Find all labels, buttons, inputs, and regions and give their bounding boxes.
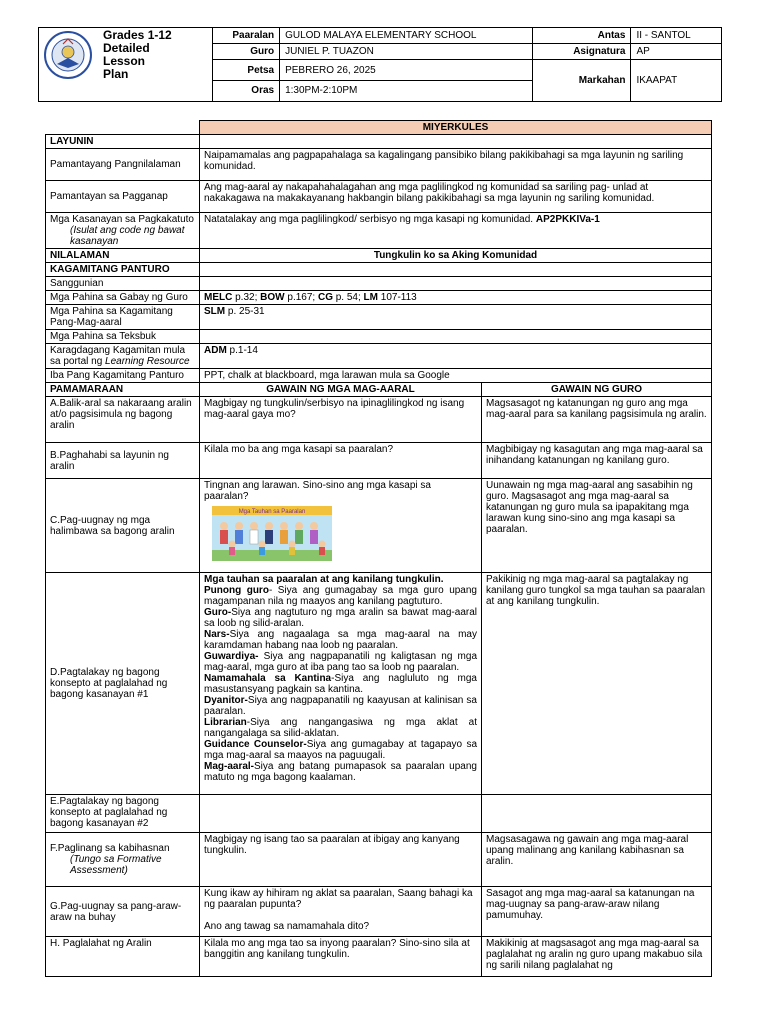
kasanayan-note: (Isulat ang code ng bawat kasanayan <box>70 225 185 247</box>
kasanayan-label: Mga Kasanayan sa Pagkakatuto <box>50 214 194 225</box>
step-g-question-1: Kung ikaw ay hihiram ng aklat sa paaralan, Saang bahagi ka ng paaralan pupunta? <box>204 888 473 910</box>
petsa-value: PEBRERO 26, 2025 <box>280 60 533 81</box>
gabay-value <box>200 291 712 305</box>
gawain-guro-heading: GAWAIN NG GURO <box>482 383 712 397</box>
step-d-label: D.Pagtalakay ng bagong konsepto at paglalahad ng bagong kasanayan #1 <box>46 573 200 795</box>
staff-role-item <box>204 585 477 607</box>
title-line: Grades 1-12 <box>103 28 172 42</box>
step-g-teacher: Sasagot ang mga mag-aaral sa katanungan na mag-uugnay sa pang-araw-araw nilang pamumuhay. <box>482 887 712 937</box>
nilalaman-label: NILALAMAN <box>46 249 200 263</box>
gabay-bow: BOW <box>260 292 285 303</box>
role-name: Dyanitor- <box>204 695 248 706</box>
step-h-student: Kilala mo ang mga tao sa inyong paaralan? Sino-sino sila at banggitin ang kanilang tungkulin. <box>200 937 482 977</box>
gabay-text: p.167; <box>284 292 318 303</box>
staff-role-item <box>204 629 477 651</box>
step-c-student: Tingnan ang larawan. Sino-sino ang mga kasapi sa paaralan? <box>204 480 431 502</box>
gabay-text: 107-113 <box>378 292 417 303</box>
gabay-label: Mga Pahina sa Gabay ng Guro <box>46 291 200 305</box>
step-a-student: Magbigay ng tungkulin/serbisyo na ipinaglilingkod ng isang mag-aaral gaya mo? <box>200 397 482 443</box>
role-description: Siya ang gumagabay at tagapayo sa mga mag-aaral sa maayos na paguugali. <box>204 739 478 761</box>
slm: SLM <box>204 306 226 317</box>
role-name: Nars- <box>204 629 230 640</box>
gabay-text: p.32; <box>232 292 261 303</box>
lesson-plan-table <box>45 120 712 977</box>
pangnilalaman-label: Pamantayang Pangnilalaman <box>46 149 200 181</box>
staff-role-item <box>204 761 477 783</box>
gabay-text: p. 54; <box>332 292 364 303</box>
day-heading: MIYERKULES <box>200 121 712 135</box>
role-name: Guro- <box>204 607 232 618</box>
step-d-heading: Mga tauhan sa paaralan at ang kanilang tungkulin. <box>204 574 444 585</box>
antas-value: II - SANTOL <box>631 28 722 44</box>
paaralan-label: Paaralan <box>213 28 280 44</box>
antas-label: Antas <box>532 28 631 44</box>
step-b-label: B.Paghahabi sa layunin ng aralin <box>46 443 200 479</box>
school-staff-picture <box>212 506 332 561</box>
portal-label: Karagdagang Kagamitan mula sa portal ng <box>50 345 186 367</box>
asignatura-label: Asignatura <box>532 44 631 60</box>
gabay-cg: CG <box>317 292 333 303</box>
oras-value: 1:30PM-2:10PM <box>280 81 533 102</box>
school-staff-picture-caption: Mga Tauhan sa Paaralan <box>238 509 306 515</box>
step-a-label: A.Balik-aral sa nakaraang aralin at/o pagsisimula ng bagong aralin <box>46 397 200 443</box>
step-f-teacher: Magsasagawa ng gawain ang mga mag-aaral upang malinang ang kanilang kabihasnan sa aralin. <box>482 833 712 887</box>
lesson-plan-title <box>97 28 213 102</box>
role-description: Siya ang nagaalaga sa mga mag-aaral na may karamdaman habang naa loob ng paaralan. <box>204 629 477 651</box>
kasanayan-value: Natatalakay ang mga paglilingkod/ serbisyo ng mga kasapi ng komunidad. <box>204 214 534 225</box>
step-d-student-cell <box>200 573 482 795</box>
step-g-question-2: Ano ang tawag sa namamahala dito? <box>204 921 370 932</box>
step-b-teacher: Magbibigay ng kasagutan ang mga mag-aaral sa inihandang katanungan ng kanilang guro. <box>482 443 712 479</box>
guro-value: JUNIEL P. TUAZON <box>280 44 533 60</box>
staff-role-item <box>204 695 477 717</box>
role-name: Namamahala sa Kantina <box>204 673 332 684</box>
adm: ADM <box>204 345 227 356</box>
step-f-label: F.Paglinang sa kabihasnan <box>50 843 170 854</box>
gabay-lm: LM <box>363 292 378 303</box>
iba-label: Iba Pang Kagamitang Panturo <box>46 369 200 383</box>
role-name: Librarian <box>204 717 247 728</box>
pamamaraan-label: PAMAMARAAN <box>46 383 200 397</box>
portal-label-cell <box>46 344 200 369</box>
role-name: Mag-aaral- <box>204 761 255 772</box>
teksbuk-label: Mga Pahina sa Teksbuk <box>46 330 200 344</box>
iba-value: PPT, chalk at blackboard, mga larawan mula sa Google <box>200 369 712 383</box>
title-line: Lesson <box>103 54 146 68</box>
step-c-student-cell <box>200 479 482 573</box>
kasanayan-value-cell <box>200 213 712 249</box>
pagganap-value: Ang mag-aaral ay nakapahahalagahan ang mga paglilingkod ng komunidad sa sariling pag- unlad at nakakagawa na makakayanang hakbangin bilang pakikibahagi sa mga layunin ng sariling komunidad. <box>200 181 712 213</box>
kasanayan-cell <box>46 213 200 249</box>
staff-role-item <box>204 739 477 761</box>
oras-label: Oras <box>213 81 280 102</box>
staff-role-item <box>204 673 477 695</box>
deped-seal-icon <box>43 30 93 80</box>
deped-seal-cell <box>39 28 98 102</box>
role-description: Siya ang batang pumapasok sa paaralan upang matuto ng mga bagong kaalaman. <box>204 761 477 783</box>
pangnilalaman-value: Naipamamalas ang pagpapahalaga sa kagalingang pansibiko bilang pakikibahagi sa mga layunin ng sariling komunidad. <box>200 149 712 181</box>
role-description: -Siya ang nangangasiwa ng mga aklat at nangangalaga sa silid-aklatan. <box>204 717 477 739</box>
staff-role-item <box>204 717 477 739</box>
sanggunian-label: Sanggunian <box>46 277 200 291</box>
title-line: Detailed <box>103 41 150 55</box>
kagamitan-label: KAGAMITANG PANTURO <box>46 263 200 277</box>
markahan-value: IKAAPAT <box>631 60 722 102</box>
guro-label: Guro <box>213 44 280 60</box>
role-name: Punong guro <box>204 585 269 596</box>
role-description: - Siya ang gumagabay sa mga guro upang magampanan nila ng maayos ang kanilang pagtuturo. <box>204 585 477 607</box>
role-description: Siya ang nagpapanatili ng kaayusan at kalinisan sa paaralan. <box>204 695 477 717</box>
staff-role-item <box>204 607 477 629</box>
markahan-label: Markahan <box>532 60 631 102</box>
staff-role-item <box>204 651 477 673</box>
layunin-label: LAYUNIN <box>46 135 200 149</box>
pagganap-label: Pamantayan sa Pagganap <box>46 181 200 213</box>
step-h-teacher: Makikinig at magsasagot ang mga mag-aaral sa paglalahat ng aralin ng guro upang makabuo sila ng sarili nilang paglalahat ng <box>482 937 712 977</box>
step-f-label-cell <box>46 833 200 887</box>
gabay-melc: MELC <box>204 292 233 303</box>
step-c-teacher: Uunawain ng mga mag-aaral ang sasabihin ng guro. Magsasagot ang mga mag-aaral sa katanungan ng guro mula sa ipapakitang mga larawan kung sino-sino ang mga kasapi sa paaralan. <box>482 479 712 573</box>
role-name: Guidance Counselor- <box>204 739 307 750</box>
slm-pages: p. 25-31 <box>225 306 265 317</box>
mag-aaral-pages-label: Mga Pahina sa Kagamitang Pang-Mag-aaral <box>46 305 200 330</box>
asignatura-value: AP <box>631 44 722 60</box>
role-description: -Siya ang nagluluto ng mga masustansyang pagkain sa kantina. <box>204 673 477 695</box>
step-d-teacher: Pakikinig ng mga mag-aaral sa pagtalakay ng kanilang guro tungkol sa mga tauhan sa paaralan at ang kanilang tungkulin. <box>482 573 712 795</box>
step-a-teacher: Magsasagot ng katanungan ng guro ang mga mag-aaral para sa kanilang pagsisimula ng aralin. <box>482 397 712 443</box>
step-c-label: C.Pag-uugnay ng mga halimbawa sa bagong aralin <box>46 479 200 573</box>
step-f-student: Magbigay ng isang tao sa paaralan at ibigay ang kanyang tungkulin. <box>200 833 482 887</box>
gawain-mag-aaral-heading: GAWAIN NG MGA MAG-AARAL <box>200 383 482 397</box>
title-line: Plan <box>103 67 129 81</box>
portal-label-italic: Learning Resource <box>105 356 190 367</box>
step-h-label: H. Paglalahat ng Aralin <box>46 937 200 977</box>
adm-pages: p.1-14 <box>226 345 258 356</box>
step-e-label: E.Pagtalakay ng bagong konsepto at paglalahad ng bagong kasanayan #2 <box>46 795 200 833</box>
step-b-student: Kilala mo ba ang mga kasapi sa paaralan? <box>200 443 482 479</box>
role-name: Guwardiya- <box>204 651 259 662</box>
step-g-label: G.Pag-uugnay sa pang-araw-araw na buhay <box>46 887 200 937</box>
petsa-label: Petsa <box>213 60 280 81</box>
portal-value <box>200 344 712 369</box>
step-g-student-cell <box>200 887 482 937</box>
role-description: Siya ang nagpapanatili ng kaligtasan ng mga mag-aaral, mga guro at iba pang tao sa loob ng paaralan. <box>204 651 477 673</box>
step-f-note: (Tungo sa Formative Assessment) <box>70 854 162 876</box>
role-description: Siya ang nagtuturo ng mga aralin sa bawat mag-aaral sa loob ng silid-aralan. <box>204 607 477 629</box>
mag-aaral-pages-value <box>200 305 712 330</box>
kasanayan-code: AP2PKKIVa-1 <box>535 214 600 225</box>
nilalaman-value: Tungkulin ko sa Aking Komunidad <box>200 249 712 263</box>
paaralan-value: GULOD MALAYA ELEMENTARY SCHOOL <box>280 28 533 44</box>
header-table <box>38 27 722 102</box>
